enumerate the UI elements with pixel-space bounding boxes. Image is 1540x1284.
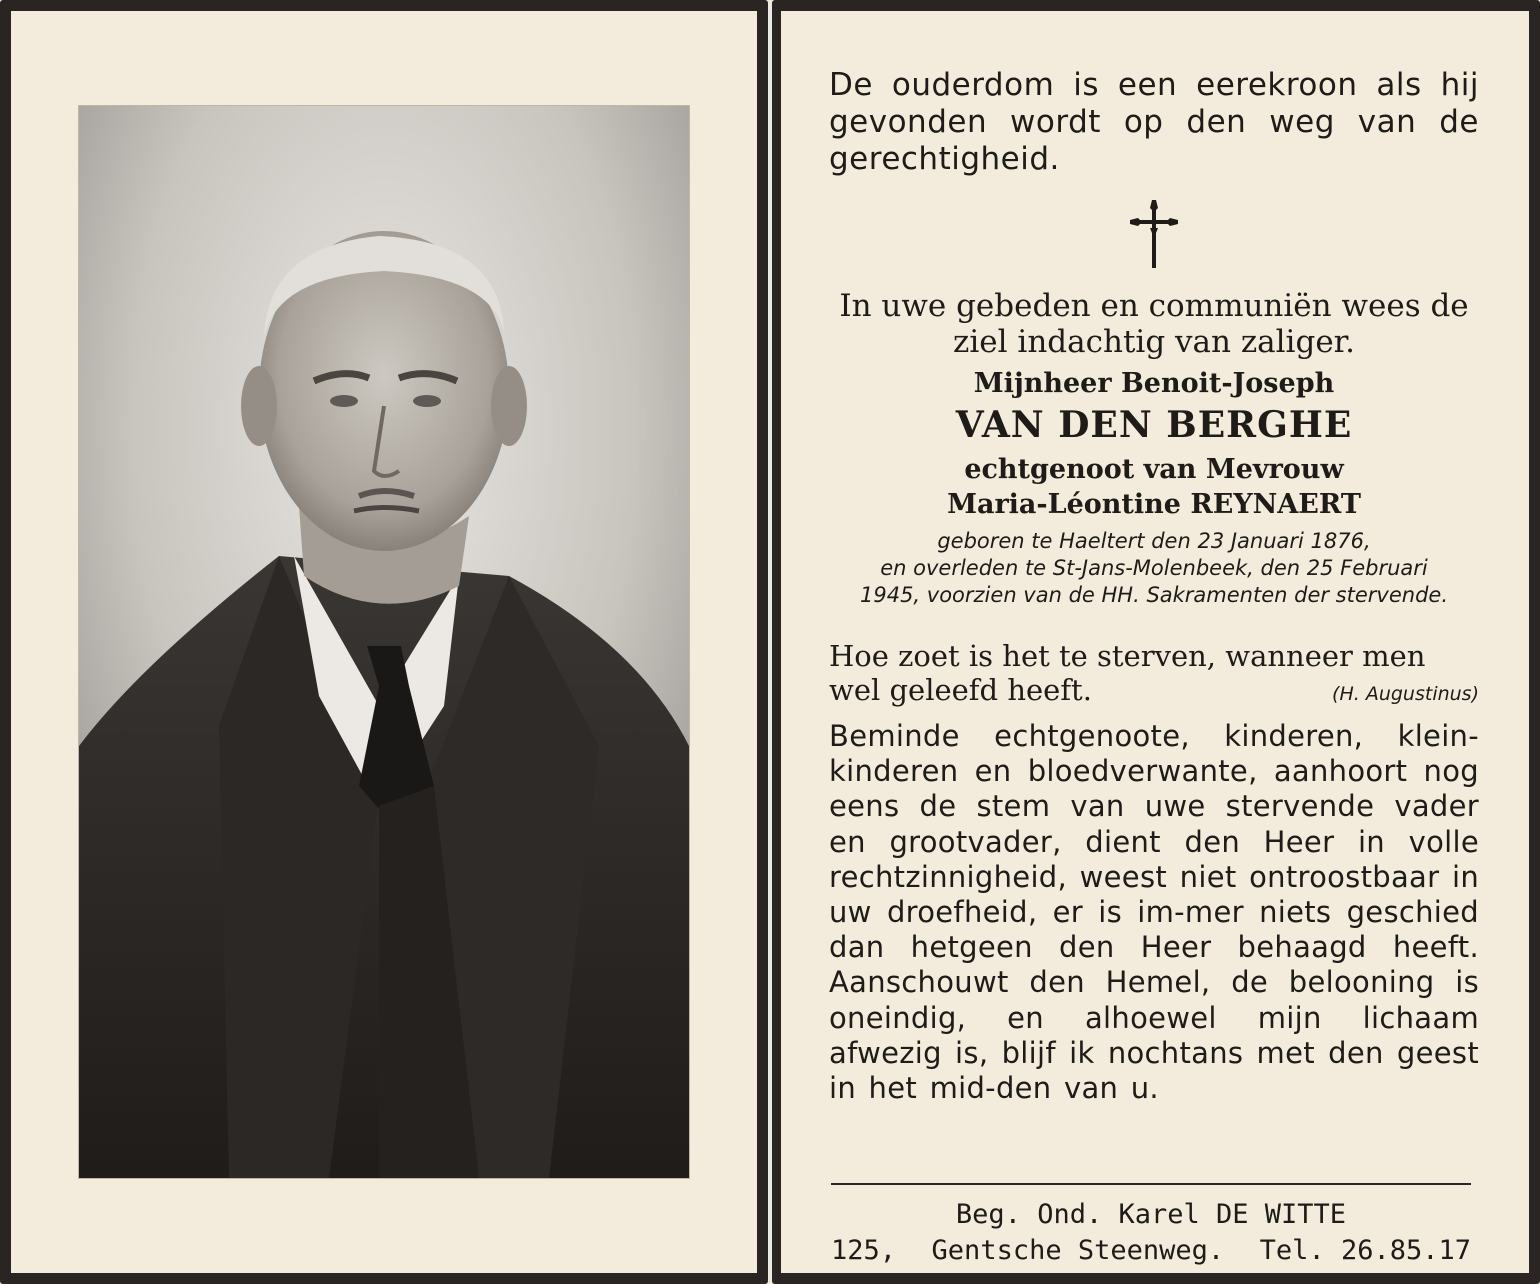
quote-line-1: Hoe zoet is het te sterven, wanneer men [829,639,1426,673]
portrait-photo [79,106,689,1178]
card-content [829,67,1479,1106]
quote-line-2: wel geleefd heeft. [829,673,1092,707]
augustine-quote [829,639,1479,711]
undertaker-name: Beg. Ond. Karel DE WITTE [955,1199,1347,1230]
prayer-line-1: In uwe gebeden en communiën wees de [839,288,1469,324]
street-name: Gentsche Steenweg. [931,1235,1225,1266]
spouse-line-2: Maria-Léontine REYNAERT [947,489,1361,520]
photo-card [0,0,768,1284]
prayer-line-2: ziel indachtig van zaliger. [953,324,1355,360]
footer-divider [831,1183,1471,1185]
dates-line-2: en overleden te St-Jans-Molenbeek, den 25 Februari [880,556,1428,580]
life-dates [829,528,1479,609]
printer-footer [831,1197,1471,1269]
prayer-request [829,288,1479,360]
opening-verse: De ouderdom is een eerekroon als hij gevonden wordt op den weg van de gerechtigheid. [829,67,1479,177]
spouse-line-1: echtgenoot van Mevrouw [964,454,1344,485]
cross-icon [1128,198,1180,270]
text-card [772,0,1540,1284]
phone-number: Tel. 26.85.17 [1259,1235,1471,1266]
deceased-given-name: Mijnheer Benoit-Joseph [973,368,1335,399]
farewell-text: Beminde echtgenoote, kinderen, klein-kinderen en bloedverwante, aanhoort nog eens de stem van uwe stervende vader en grootvader, dient den Heer in volle rechtzinnigheid, weest niet ontroostbaar in uw droefheid, er is im-mer niets geschied dan hetgeen den Heer behaagd heeft. Aanschouwt den Hemel, de belooning is oneindig, en alhoewel mijn lichaam afwezig is, blijf ik nochtans met den geest in het mid-den van u. [829,719,1479,1106]
quote-source: (H. Augustinus) [1332,683,1479,705]
dates-line-1: geboren te Haeltert den 23 Januari 1876, [937,529,1371,553]
street-number: 125, [831,1235,897,1266]
deceased-surname: VAN DEN BERGHE [955,404,1353,446]
dates-line-3: 1945, voorzien van de HH. Sakramenten der stervende. [859,583,1448,607]
